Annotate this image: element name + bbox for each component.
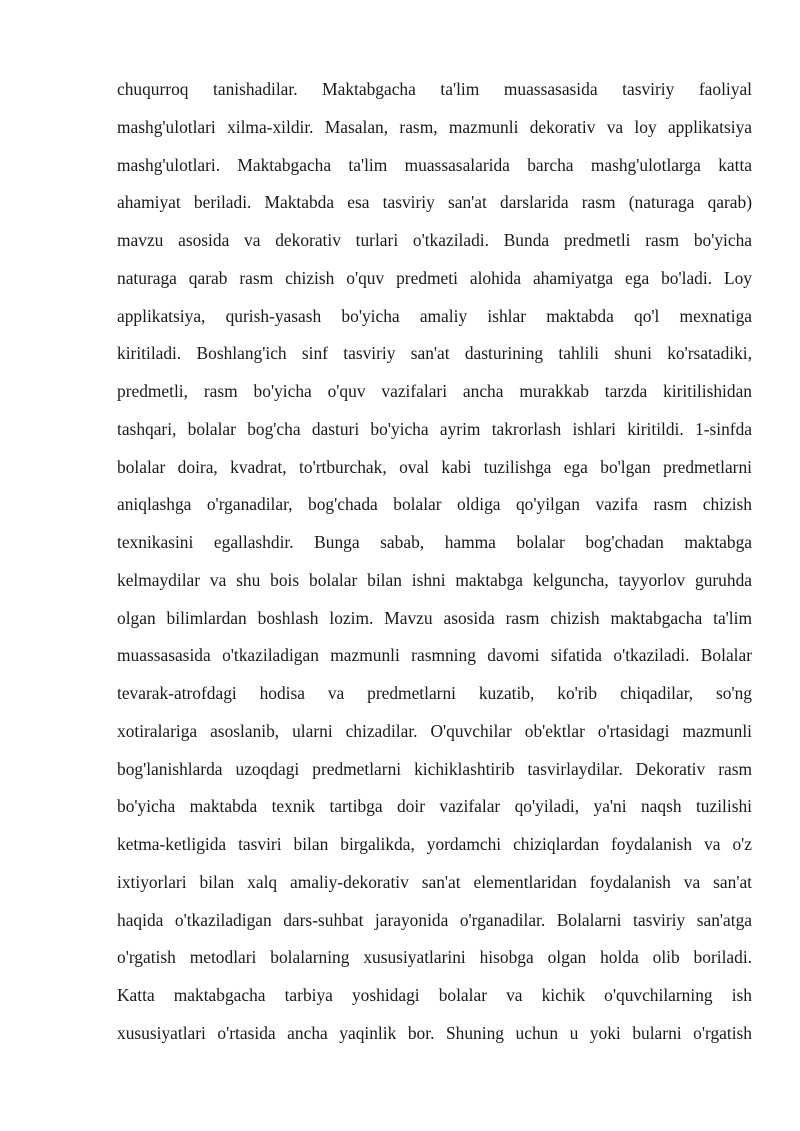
- text-line: olgan bilimlardan boshlash lozim. Mavzu asosida rasm chizish maktabgacha ta'lim: [117, 607, 752, 628]
- text-line: bo'yicha maktabda texnik tartibga doir vazifalar qo'yiladi, ya'ni naqsh tuzilishi: [117, 796, 752, 817]
- text-line: Katta maktabgacha tarbiya yoshidagi bolalar va kichik o'quvchilarning ish: [117, 985, 752, 1005]
- text-line: kiritiladi. Boshlang'ich sinf tasviriy san'at dasturining tahlili shuni ko'rsatadiki,: [117, 343, 752, 364]
- text-line: mavzu asosida va dekorativ turlari o'tkaziladi. Bunda predmetli rasm bo'yicha: [117, 230, 752, 250]
- text-line: chuqurroq tanishadilar. Maktabgacha ta'lim muassasasida tasviriy faoliyal: [117, 79, 752, 99]
- text-line: xotiralariga asoslanib, ularni chizadilar. O'quvchilar ob'ektlar o'rtasidagi mazmunli: [117, 720, 752, 741]
- text-line: texnikasini egallashdir. Bunga sabab, hamma bolalar bog'chadan maktabga: [117, 532, 752, 552]
- text-line: applikatsiya, qurish-yasash bo'yicha amaliy ishlar maktabda qo'l mexnatiga: [117, 305, 752, 326]
- text-line: aniqlashga o'rganadilar, bog'chada bolalar oldiga qo'yilgan vazifa rasm chizish: [117, 494, 752, 515]
- text-line: kelmaydilar va shu bois bolalar bilan ishni maktabga kelguncha, tayyorlov guruhda: [117, 569, 752, 590]
- text-line: bolalar doira, kvadrat, to'rtburchak, oval kabi tuzilishga ega bo'lgan predmetlarni: [117, 456, 752, 477]
- text-line: tevarak-atrofdagi hodisa va predmetlarni kuzatib, ko'rib chiqadilar, so'ng: [117, 683, 752, 703]
- text-line: tashqari, bolalar bog'cha dasturi bo'yicha ayrim takrorlash ishlari kiritildi. 1-sinfda: [117, 418, 752, 439]
- text-line: o'rgatish metodlari bolalarning xususiyatlarini hisobga olgan holda olib boriladi.: [117, 947, 752, 968]
- text-line: predmetli, rasm bo'yicha o'quv vazifalari ancha murakkab tarzda kiritilishidan: [117, 381, 752, 401]
- text-line: ahamiyat beriladi. Maktabda esa tasviriy san'at darslarida rasm (naturaga qarab): [117, 192, 752, 213]
- text-line: mashg'ulotlari xilma-xildir. Masalan, rasm, mazmunli dekorativ va loy applikatsiya: [117, 116, 752, 137]
- text-line: mashg'ulotlari. Maktabgacha ta'lim muassasalarida barcha mashg'ulotlarga katta: [117, 154, 752, 175]
- text-line: bog'lanishlarda uzoqdagi predmetlarni kichiklashtirib tasvirlaydilar. Dekorativ rasm: [117, 758, 752, 779]
- text-line: muassasasida o'tkaziladigan mazmunli rasmning davomi sifatida o'tkaziladi. Bolalar: [117, 645, 752, 666]
- body-paragraph: [117, 71, 752, 1053]
- text-line: ketma-ketligida tasviri bilan birgalikda, yordamchi chiziqlardan foydalanish va o'z: [117, 834, 752, 854]
- text-line: ixtiyorlari bilan xalq amaliy-dekorativ san'at elementlaridan foydalanish va san'at: [117, 871, 752, 892]
- text-line: haqida o'tkaziladigan dars-suhbat jarayonida o'rganadilar. Bolalarni tasviriy san'atga: [117, 909, 752, 930]
- text-line: naturaga qarab rasm chizish o'quv predmeti alohida ahamiyatga ega bo'ladi. Loy: [117, 267, 752, 288]
- text-line: xususiyatlari o'rtasida ancha yaqinlik bor. Shuning uchun u yoki bularni o'rgatish: [117, 1022, 752, 1043]
